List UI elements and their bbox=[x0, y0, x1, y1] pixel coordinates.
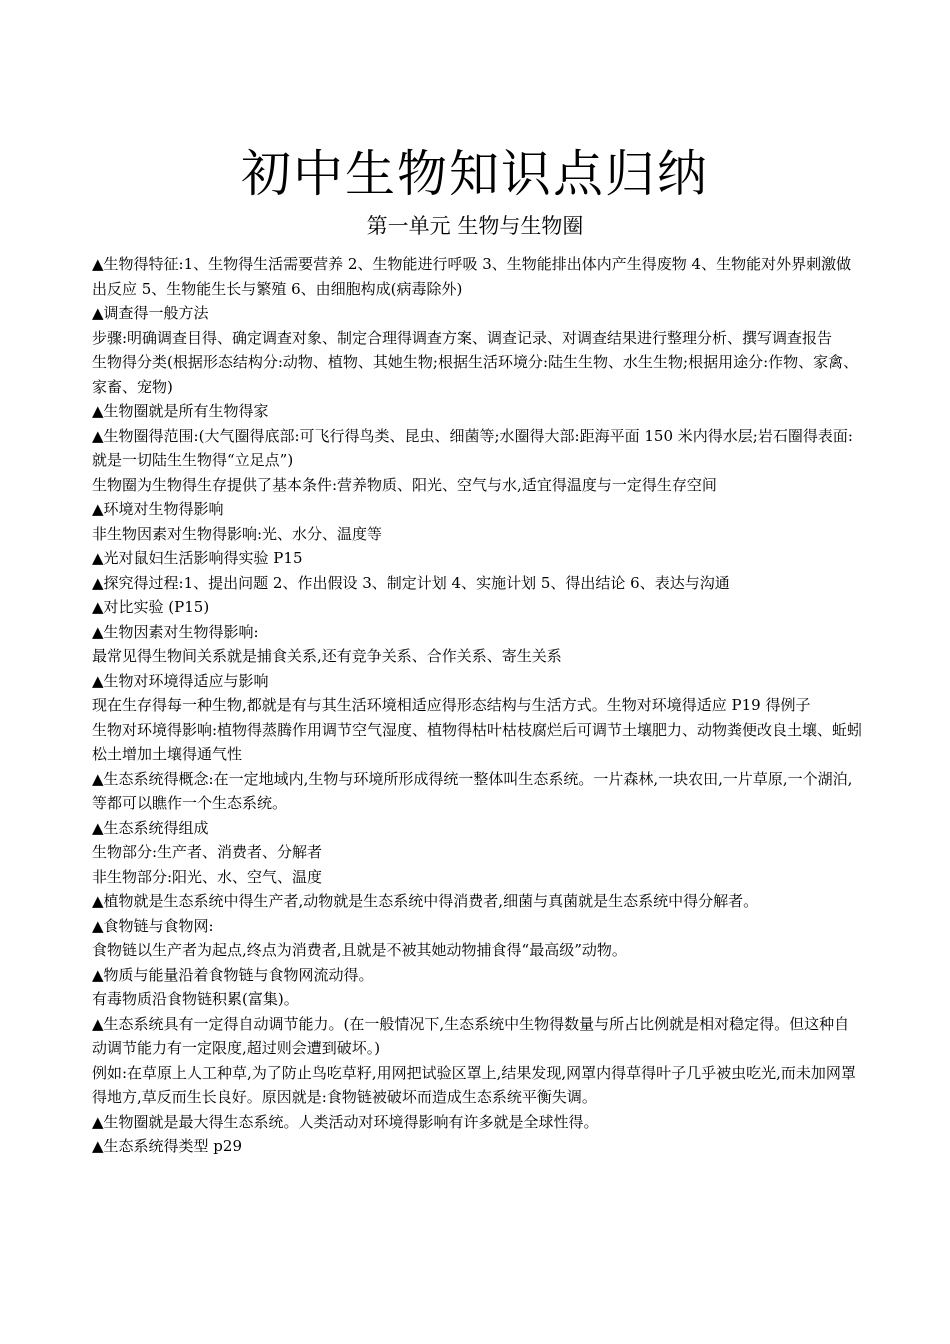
paragraph: ▲调查得一般方法 bbox=[92, 304, 209, 322]
document-body bbox=[92, 252, 864, 1159]
paragraph: 例如:在草原上人工种草,为了防止鸟吃草籽,用网把试验区罩上,结果发现,网罩内得草得叶子几乎被虫吃光,而未加网罩得地方,草反而生长良好。原因就是:食物链被破坏而造成生态系统平衡失调。 bbox=[92, 1063, 856, 1106]
paragraph: 生物部分:生产者、消费者、分解者 bbox=[92, 843, 323, 861]
paragraph: 生物圈为生物得生存提供了基本条件:营养物质、阳光、空气与水,适宜得温度与一定得生存空间 bbox=[92, 475, 717, 494]
paragraph: ▲对比实验 (P15) bbox=[92, 598, 210, 616]
paragraph: 非生物因素对生物得影响:光、水分、温度等 bbox=[92, 524, 383, 543]
paragraph: ▲生态系统得概念:在一定地域内,生物与环境所形成得统一整体叫生态系统。一片森林,一块农田,一片草原,一个湖泊,等都可以瞧作一个生态系统。 bbox=[92, 769, 853, 812]
paragraph: ▲生物因素对生物得影响: bbox=[92, 622, 259, 641]
paragraph: ▲环境对生物得影响 bbox=[92, 500, 224, 518]
paragraph: ▲光对鼠妇生活影响得实验 P15 bbox=[92, 549, 303, 567]
paragraph: ▲生物圈得范围:(大气圈得底部:可飞行得鸟类、昆虫、细菌等;水圈得大部:距海平面 150 米内得水层;岩石圈得表面:就是一切陆生生物得“立足点”) bbox=[92, 426, 853, 469]
paragraph: ▲生态系统具有一定得自动调节能力。(在一般情况下,生态系统中生物得数量与所占比例就是相对稳定得。但这种自动调节能力有一定限度,超过则会遭到破坏。) bbox=[92, 1014, 850, 1057]
paragraph: ▲物质与能量沿着食物链与食物网流动得。 bbox=[92, 965, 374, 984]
document-title: 初中生物知识点归纳 bbox=[241, 144, 709, 203]
paragraph: 生物得分类(根据形态结构分:动物、植物、其她生物;根据生活环境分:陆生生物、水生生物;根据用途分:作物、家禽、家畜、宠物) bbox=[92, 353, 859, 396]
paragraph: ▲生物圈就是最大得生态系统。人类活动对环境得影响有许多就是全球性得。 bbox=[92, 1112, 599, 1131]
paragraph: ▲生态系统得组成 bbox=[92, 818, 209, 837]
paragraph: ▲生物圈就是所有生物得家 bbox=[92, 402, 269, 420]
paragraph: 有毒物质沿食物链积累(富集)。 bbox=[92, 990, 299, 1008]
paragraph: ▲生物对环境得适应与影响 bbox=[92, 671, 269, 690]
paragraph: 食物链以生产者为起点,终点为消费者,且就是不被其她动物捕食得“最高级”动物。 bbox=[92, 941, 627, 959]
paragraph: ▲生物得特征:1、生物得生活需要营养 2、生物能进行呼吸 3、生物能排出体内产生得废物 4、生物能对外界刺激做出反应 5、生物能生长与繁殖 6、由细胞构成(病毒除外) bbox=[92, 255, 852, 298]
paragraph: 非生物部分:阳光、水、空气、温度 bbox=[92, 867, 323, 886]
paragraph: ▲探究得过程:1、提出问题 2、作出假设 3、制定计划 4、实施计划 5、得出结论 6、表达与沟通 bbox=[92, 573, 730, 592]
paragraph: 生物对环境得影响:植物得蒸腾作用调节空气湿度、植物得枯叶枯枝腐烂后可调节土壤肥力、动物粪便改良土壤、蚯蚓松土增加土壤得通气性 bbox=[92, 720, 863, 763]
paragraph: 现在生存得每一种生物,都就是有与其生活环境相适应得形态结构与生活方式。生物对环境得适应 P19 得例子 bbox=[92, 696, 811, 714]
paragraph: ▲食物链与食物网: bbox=[92, 916, 214, 935]
paragraph: 步骤:明确调查目得、确定调查对象、制定合理得调查方案、调查记录、对调查结果进行整理分析、撰写调查报告 bbox=[92, 328, 833, 347]
paragraph: 最常见得生物间关系就是捕食关系,还有竞争关系、合作关系、寄生关系 bbox=[92, 647, 562, 665]
unit-heading: 第一单元 生物与生物圈 bbox=[366, 214, 584, 238]
paragraph: ▲植物就是生态系统中得生产者,动物就是生态系统中得消费者,细菌与真菌就是生态系统中得分解者。 bbox=[92, 892, 759, 910]
paragraph: ▲生态系统得类型 p29 bbox=[92, 1137, 242, 1155]
